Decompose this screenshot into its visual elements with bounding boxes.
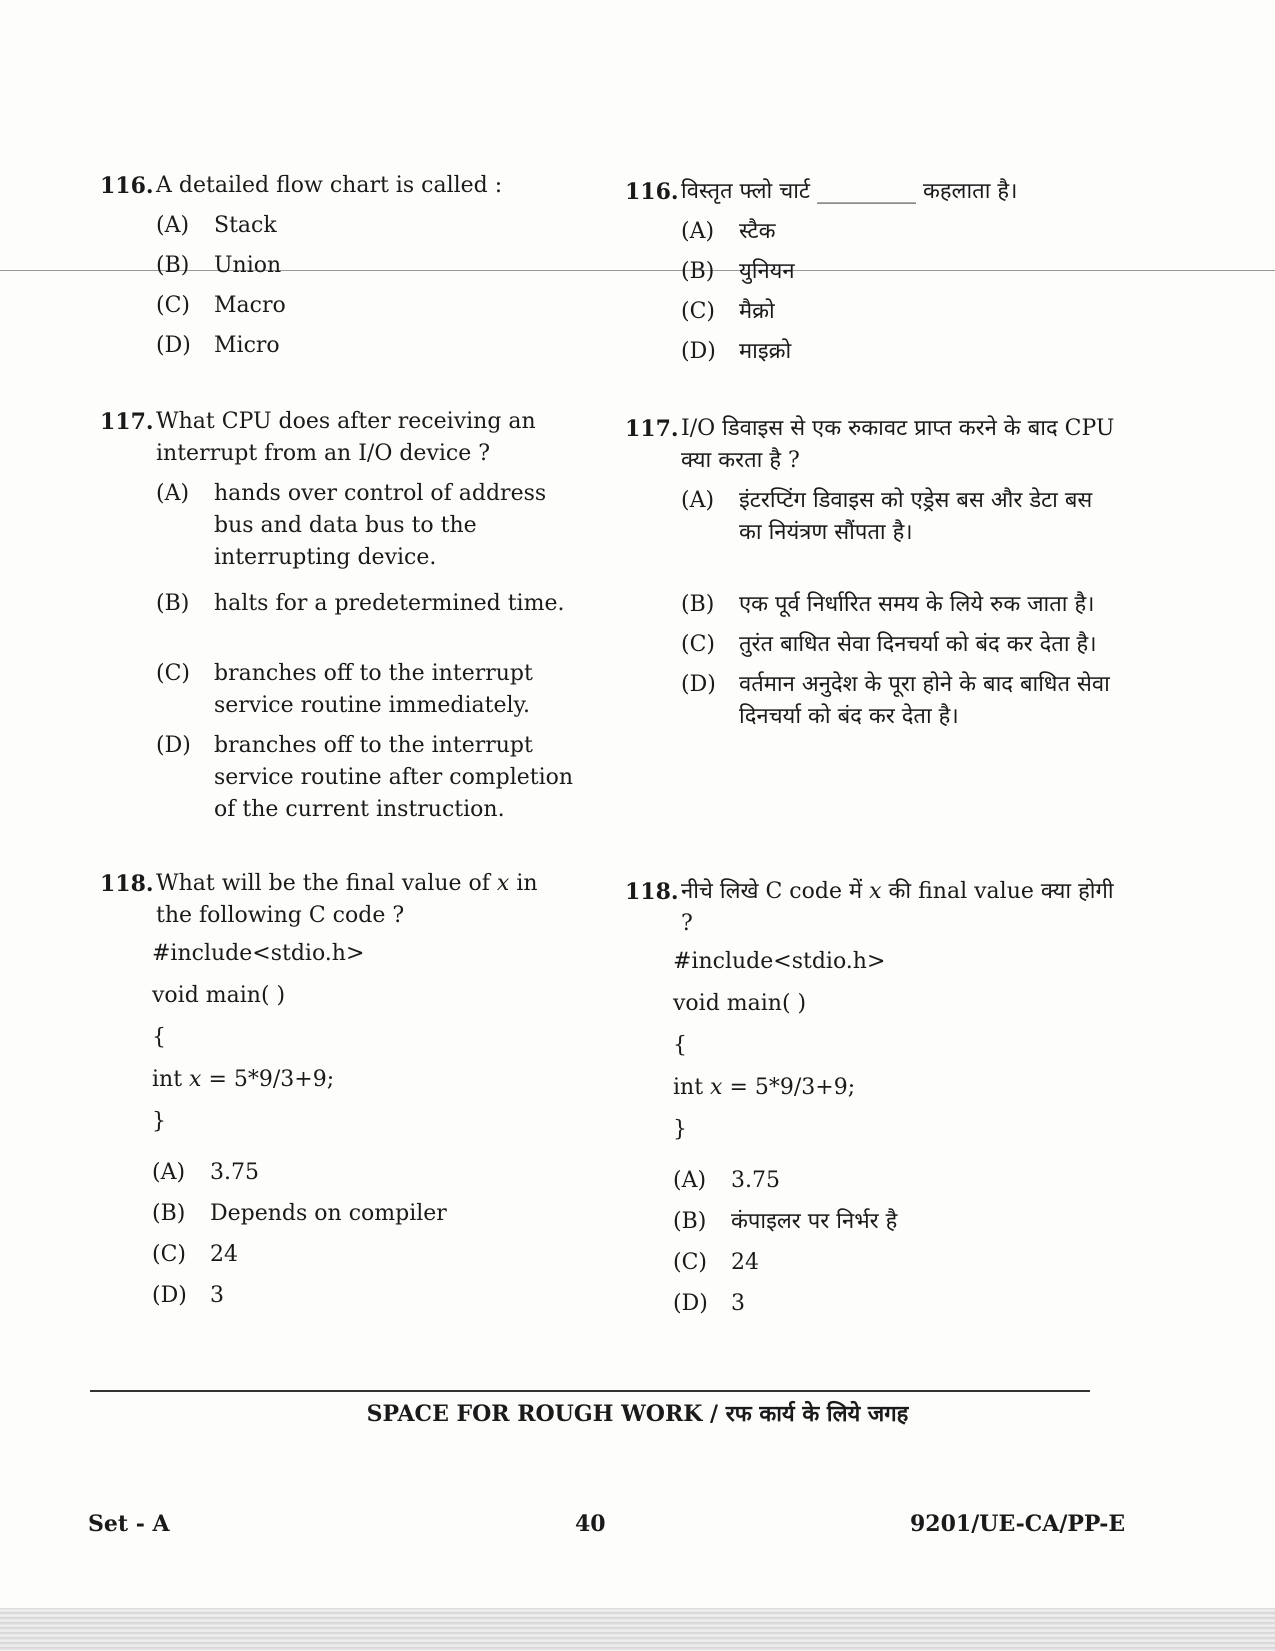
code-block — [152, 938, 580, 1148]
question-118-en — [100, 868, 580, 1312]
option-b — [681, 589, 1115, 621]
option-a — [152, 1157, 580, 1189]
scan-edge-band — [0, 1608, 1275, 1651]
option-label: (A) — [681, 219, 715, 244]
option-c — [681, 296, 1115, 328]
question-number: 118. — [100, 871, 154, 897]
code-part: int — [152, 1067, 190, 1092]
option-text: Union — [214, 253, 282, 278]
option-text: 3 — [731, 1291, 745, 1316]
option-text: branches off to the interrupt service routine after completion of the current instruction. — [214, 733, 574, 822]
option-text: Micro — [214, 333, 280, 358]
option-a — [681, 485, 1115, 549]
option-label: (A) — [152, 1160, 186, 1185]
question-number: 116. — [625, 179, 679, 205]
question-text-part: in the following C code ? — [156, 871, 538, 928]
option-label: (B) — [156, 253, 190, 278]
option-a — [156, 210, 580, 242]
option-label: (B) — [156, 591, 190, 616]
variable-x: x — [496, 871, 510, 896]
option-label: (B) — [681, 259, 715, 284]
option-label: (D) — [681, 672, 716, 697]
code-line: { — [673, 1033, 687, 1058]
question-text-part: नीचे लिखे C code में — [681, 879, 870, 904]
option-text: Macro — [214, 293, 286, 318]
option-label: (D) — [156, 333, 191, 358]
option-c — [152, 1239, 580, 1271]
option-label: (A) — [673, 1168, 707, 1193]
option-text: hands over control of address bus and data bus to the interrupting device. — [214, 481, 547, 570]
code-part: = 5*9/3+9; — [201, 1067, 335, 1092]
question-116-en — [100, 170, 580, 362]
variable-x: x — [710, 1075, 723, 1100]
question-text — [681, 876, 1115, 940]
question-117-en — [100, 406, 580, 826]
code-part: = 5*9/3+9; — [722, 1075, 856, 1100]
option-label: (D) — [152, 1283, 187, 1308]
option-text: Stack — [214, 213, 277, 238]
code-line: #include<stdio.h> — [673, 949, 886, 974]
page-number: 40 — [575, 1511, 606, 1537]
code-line: { — [152, 1025, 166, 1050]
option-text: मैक्रो — [739, 299, 775, 324]
option-text: वर्तमान अनुदेश के पूरा होने के बाद बाधित सेवा दिनचर्या को बंद कर देता है। — [739, 672, 1110, 729]
option-text: इंटरप्टिंग डिवाइस को एड्रेस बस और डेटा बस का नियंत्रण सौंपता है। — [739, 488, 1093, 545]
option-label: (B) — [681, 592, 715, 617]
option-label: (C) — [152, 1242, 186, 1267]
rough-work-label: SPACE FOR ROUGH WORK / रफ कार्य के लिये जगह — [366, 1401, 909, 1427]
set-label: Set - A — [88, 1511, 170, 1537]
option-d — [156, 730, 580, 826]
option-a — [681, 216, 1115, 248]
code-line: void main( ) — [152, 983, 286, 1008]
option-b — [673, 1206, 1115, 1238]
paper-code: 9201/UE-CA/PP-E — [910, 1511, 1126, 1537]
rough-work-divider — [90, 1390, 1090, 1392]
option-d — [156, 330, 580, 362]
option-text: युनियन — [739, 259, 795, 284]
code-line: } — [152, 1109, 166, 1134]
question-116-hi — [625, 176, 1115, 368]
question-text: A detailed flow chart is called : — [156, 173, 503, 198]
option-label: (A) — [156, 213, 190, 238]
option-b — [156, 250, 580, 282]
option-a — [156, 478, 580, 574]
option-label: (D) — [156, 733, 191, 758]
question-number: 118. — [625, 879, 679, 905]
option-d — [681, 669, 1115, 733]
option-text: 24 — [210, 1242, 238, 1267]
option-label: (B) — [152, 1201, 186, 1226]
code-line: void main( ) — [673, 991, 807, 1016]
option-text: कंपाइलर पर निर्भर है — [731, 1209, 898, 1234]
question-text: I/O डिवाइस से एक रुकावट प्राप्त करने के बाद CPU क्या करता है ? — [681, 416, 1115, 473]
option-label: (B) — [673, 1209, 707, 1234]
option-c — [681, 629, 1115, 661]
question-text: What CPU does after receiving an interrupt from an I/O device ? — [156, 409, 536, 466]
option-label: (C) — [156, 661, 190, 686]
question-117-hi — [625, 413, 1115, 733]
question-text-part: की final value क्या होगी ? — [681, 879, 1114, 936]
option-label: (C) — [681, 299, 715, 324]
option-d — [681, 336, 1115, 368]
question-text-part: What will be the final value of — [156, 871, 497, 896]
option-text: Depends on compiler — [210, 1201, 447, 1226]
option-text: branches off to the interrupt service routine immediately. — [214, 661, 533, 718]
question-number: 117. — [100, 409, 154, 435]
code-line — [152, 1064, 580, 1106]
question-number: 117. — [625, 416, 679, 442]
question-number: 116. — [100, 173, 154, 199]
option-text: halts for a predetermined time. — [214, 591, 565, 616]
code-line — [673, 1072, 1115, 1114]
code-line: #include<stdio.h> — [152, 941, 365, 966]
variable-x: x — [189, 1067, 202, 1092]
option-label: (C) — [156, 293, 190, 318]
option-label: (A) — [681, 488, 715, 513]
option-a — [673, 1165, 1115, 1197]
option-text: माइक्रो — [739, 339, 792, 364]
option-text: स्टैक — [739, 219, 776, 244]
option-text: 3.75 — [210, 1160, 259, 1185]
code-line: } — [673, 1117, 687, 1142]
option-c — [156, 290, 580, 322]
option-text: तुरंत बाधित सेवा दिनचर्या को बंद कर देता है। — [739, 632, 1097, 657]
question-text — [156, 868, 580, 932]
option-label: (D) — [681, 339, 716, 364]
option-d — [152, 1280, 580, 1312]
option-label: (C) — [681, 632, 715, 657]
option-text: 3 — [210, 1283, 224, 1308]
option-text: 24 — [731, 1250, 759, 1275]
option-b — [152, 1198, 580, 1230]
code-part: int — [673, 1075, 711, 1100]
option-label: (D) — [673, 1291, 708, 1316]
option-label: (C) — [673, 1250, 707, 1275]
option-text: एक पूर्व निर्धारित समय के लिये रुक जाता है। — [739, 592, 1095, 617]
question-118-hi — [625, 876, 1115, 1320]
option-text: 3.75 — [731, 1168, 780, 1193]
code-block — [673, 946, 1115, 1156]
option-c — [156, 658, 580, 722]
option-b — [156, 588, 580, 620]
option-label: (A) — [156, 481, 190, 506]
option-b — [681, 256, 1115, 288]
option-c — [673, 1247, 1115, 1279]
question-text: विस्तृत फ्लो चार्ट _________ कहलाता है। — [681, 179, 1018, 204]
option-d — [673, 1288, 1115, 1320]
variable-x: x — [869, 879, 882, 904]
